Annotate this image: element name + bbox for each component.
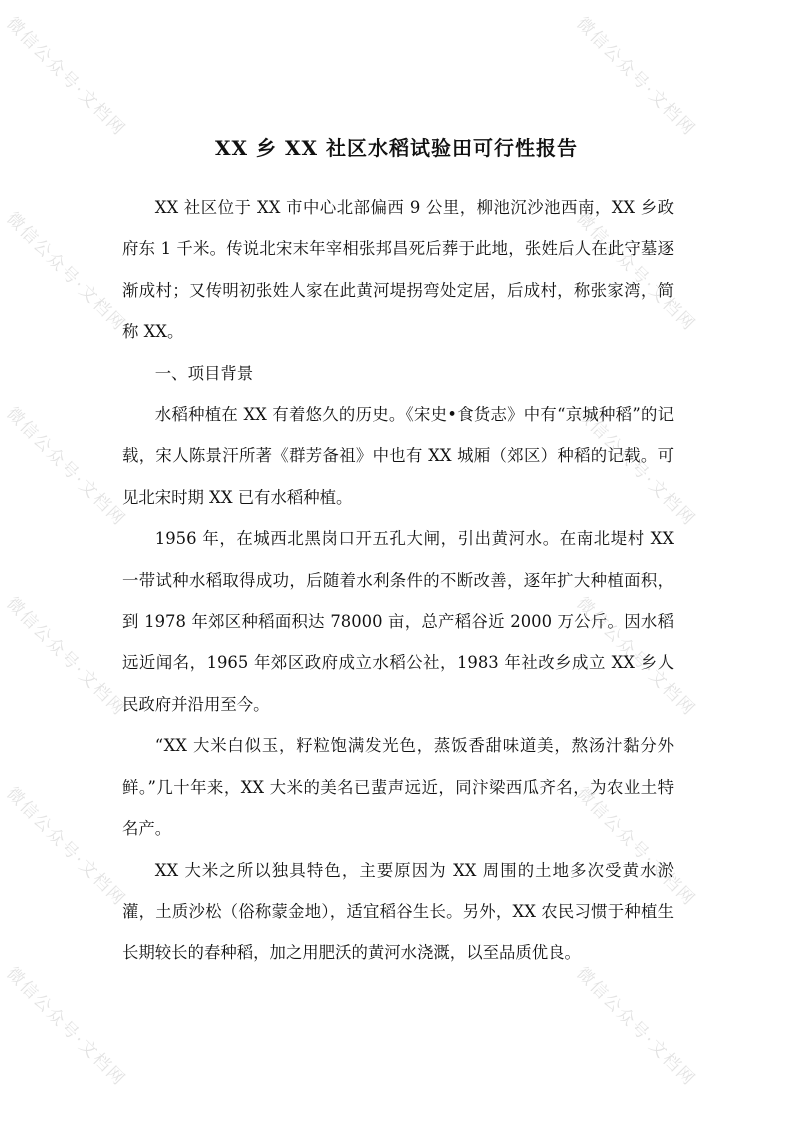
section-heading: 一、项目背景 bbox=[154, 363, 254, 383]
paragraph-quote: “XX 大米白似玉，籽粒饱满发光色，蒸饭香甜味道美，熬汤汁黏分外鲜。”几十年来，XX 大米的美名已蜚声远近，同汴梁西瓜齐名，为农业土特名产。 bbox=[122, 736, 674, 839]
document-title: XX 乡 XX 社区水稻试验田可行性报告 bbox=[215, 136, 578, 160]
paragraph-history: 水稻种植在 XX 有着悠久的历史。《宋史•食货志》中有“京城种稻”的记载，宋人陈景汗所著《群芳备祖》中也有 XX 城厢（郊区）种稻的记载。可见北宋时期 XX 已有水稻种植。 bbox=[122, 405, 674, 507]
paragraph-quality: XX 大米之所以独具特色，主要原因为 XX 周围的土地多次受黄水淤灌，土质沙松（俗称蒙金地），适宜稻谷生长。另外，XX 农民习惯于种植生长期较长的春种稻，加之用肥沃的黄河水浇溉，以至品质优良。 bbox=[122, 860, 674, 963]
watermark-text: 微信公众号·文档网 bbox=[572, 593, 700, 721]
watermark-text: 微信公众号·文档网 bbox=[2, 13, 130, 141]
watermark-text: 微信公众号·文档网 bbox=[2, 783, 130, 911]
watermark-text: 微信公众号·文档网 bbox=[2, 963, 130, 1091]
watermark-text: 微信公众号·文档网 bbox=[2, 208, 130, 336]
watermark-text: 微信公众号·文档网 bbox=[572, 783, 700, 911]
document-body bbox=[122, 187, 674, 974]
watermark-text: 微信公众号·文档网 bbox=[2, 593, 130, 721]
watermark-text: 微信公众号·文档网 bbox=[572, 13, 700, 141]
watermark-text: 微信公众号·文档网 bbox=[572, 208, 700, 336]
watermark-text: 微信公众号·文档网 bbox=[2, 403, 130, 531]
watermark-text: 微信公众号·文档网 bbox=[572, 963, 700, 1091]
paragraph-development: 1956 年，在城西北黑岗口开五孔大闸，引出黄河水。在南北堤村 XX 一带试种水稻取得成功，后随着水利条件的不断改善，逐年扩大种植面积，到 1978 年郊区种稻面积达 78000 亩，总产稻谷近 2000 万公斤。因水稻远近闻名，1965 年郊区政府成立水稻公社，1983 年社改乡成立 XX 乡人民政府并沿用至今。 bbox=[122, 529, 674, 714]
watermark-text: 微信公众号·文档网 bbox=[572, 403, 700, 531]
paragraph-intro: XX 社区位于 XX 市中心北部偏西 9 公里，柳池沉沙池西南，XX 乡政府东 1 千米。传说北宋末年宰相张邦昌死后葬于此地，张姓后人在此守墓逐渐成村；又传明初张姓人家在此黄河堤拐弯处定居，后成村，称张家湾，简称 XX。 bbox=[122, 198, 674, 342]
